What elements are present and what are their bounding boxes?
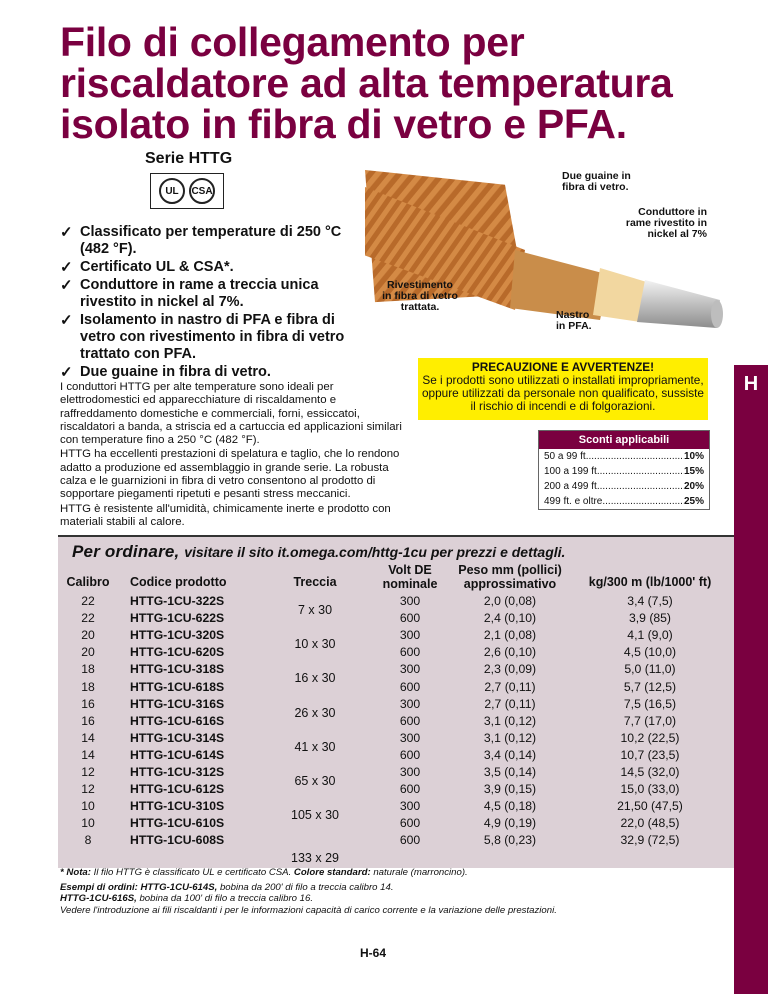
cell-code: HTTG-1CU-312S [130,765,225,779]
cell-size: 3,9 (0,15) [483,782,537,797]
ul-logo: UL [159,178,185,204]
cell-size: 2,1 (0,08) [483,628,537,643]
cell-weight: 5,7 (12,5) [623,679,677,694]
callout-conductor: Conduttore in rame rivestito in nickel al 7% [625,206,707,240]
table-row [58,680,734,697]
col-header-gauge: Calibro [66,575,110,589]
cell-weight: 7,5 (16,5) [623,696,677,711]
cell-weight: 3,4 (7,5) [627,594,673,608]
example-line: Esempi di ordini: HTTG-1CU-614S, bobina da 200' di filo a treccia calibro 14. [60,881,394,893]
check-icon: ✓ [60,224,73,241]
warning-box [418,358,708,420]
strand-value: 133 x 29 [291,851,339,865]
feature-item: ✓ Isolamento in nastro di PFA e fibra di vetro con rivestimento in fibra di vetro trattato con PFA. [60,312,345,362]
strand-value: 16 x 30 [294,671,336,686]
cell-gauge: 20 [81,628,95,643]
strand-value: 10 x 30 [294,637,336,652]
col-header-weight: kg/300 m (lb/1000' ft) [588,575,712,589]
page-number: H-64 [360,946,387,960]
callout-braid: Rivestimento in fibra di vetro trattata. [382,279,458,313]
notes [60,867,720,916]
strand-value: 65 x 30 [294,774,336,788]
table-row [58,714,734,731]
cell-code: HTTG-1CU-622S [130,611,225,626]
cell-size: 2,6 (0,10) [483,645,537,660]
cell-gauge: 14 [81,730,95,745]
cell-size: 2,7 (0,11) [484,696,536,711]
cell-code: HTTG-1CU-320S [130,628,225,643]
cell-size: 3,1 (0,12) [483,730,537,745]
col-header-size: Peso mm (pollici) approssimativo [458,563,562,591]
feature-list [60,224,360,382]
cell-code: HTTG-1CU-316S [130,696,225,711]
cell-code: HTTG-1CU-610S [130,816,225,831]
cell-volt: 600 [399,782,421,797]
cell-gauge: 12 [81,782,95,797]
cell-weight: 7,7 (17,0) [623,713,677,728]
table-row [58,765,734,782]
cell-gauge: 18 [81,679,95,694]
cell-weight: 4,1 (9,0) [627,628,673,643]
discount-row: 100 a 199 ft ..... 15% [539,464,709,479]
cell-code: HTTG-1CU-318S [130,662,225,677]
table-row [58,782,734,799]
table-row [58,799,734,816]
cell-volt: 600 [399,816,421,831]
check-icon: ✓ [60,277,73,294]
cell-weight: 4,5 (10,0) [623,645,677,660]
page-title: Filo di collegamento per riscaldatore ad alta temperatura isolato in fibra di vetro e PFA. [60,19,673,147]
cell-weight: 3,9 (85) [628,611,671,626]
cell-volt: 300 [399,696,421,711]
feature-item: ✓ Certificato UL & CSA*. [60,259,234,276]
order-heading: Per ordinare, visitare il sito it.omega.com/httg-1cu per prezzi e dettagli. [72,542,566,561]
cell-size: 2,7 (0,11) [484,679,536,694]
cell-volt: 600 [399,833,421,848]
cell-gauge: 8 [84,833,92,848]
cell-volt: 600 [399,645,421,660]
cell-gauge: 14 [81,747,95,762]
cell-volt: 300 [399,730,421,745]
strand-value: 41 x 30 [294,739,336,754]
table-row [58,611,734,628]
check-icon: ✓ [60,312,73,329]
cell-code: HTTG-1CU-612S [130,782,225,797]
certification-logos [150,173,224,209]
discount-row: 200 a 499 ft ..... 20% [539,479,709,494]
cell-weight: 5,0 (11,0) [624,662,676,677]
table-row [58,662,734,679]
cell-code: HTTG-1CU-616S [130,713,225,728]
cell-weight: 10,7 (23,5) [620,747,680,762]
table-row [58,594,734,611]
cell-volt: 600 [399,611,421,626]
cell-size: 3,5 (0,14) [483,765,537,779]
series-label: Serie HTTG [145,150,233,167]
cell-volt: 300 [399,662,421,677]
cell-code: HTTG-1CU-310S [130,799,225,814]
callout-tape: Nastro in PFA. [556,309,592,332]
cell-size: 3,1 (0,12) [483,713,537,728]
discount-row: 50 a 99 ft ..... 10% [539,449,709,464]
discount-title: Sconti applicabili [539,431,709,449]
description [60,381,405,530]
table-row [58,628,734,645]
table-row [58,697,734,714]
cell-size: 3,4 (0,14) [483,747,537,762]
note-line: * Nota: Il filo HTTG è classificato UL e certificato CSA. Colore standard: naturale (marroncino). [60,867,468,878]
cell-gauge: 16 [81,713,95,728]
cell-size: 2,0 (0,08) [483,594,537,608]
cell-gauge: 10 [81,816,95,831]
cell-weight: 32,9 (72,5) [620,833,680,848]
section-tab [734,365,768,994]
cell-gauge: 22 [81,611,95,626]
table-row [58,748,734,765]
cell-size: 2,4 (0,10) [483,611,537,626]
cell-weight: 10,2 (22,5) [620,730,680,745]
col-header-code: Codice prodotto [130,575,227,589]
callout-jackets: Due guaine in fibra di vetro. [562,170,631,193]
table-row [58,645,734,662]
cell-size: 4,5 (0,18) [483,799,537,814]
cell-size: 2,3 (0,09) [483,662,537,677]
cell-gauge: 18 [81,662,95,677]
strand-value: 7 x 30 [297,603,333,617]
cell-gauge: 16 [81,696,95,711]
table-row [58,833,734,850]
check-icon: ✓ [60,364,73,381]
cell-code: HTTG-1CU-314S [130,730,225,745]
cable-illustration [365,150,725,350]
cell-volt: 600 [399,747,421,762]
section-letter: H [743,373,759,395]
description-paragraph: I conduttori HTTG per alte temperature sono ideali per elettrodomestici ed apparecchiature di riscaldamento e raffreddamento domestiche e commerciali, forni, essiccatoi, riscaldatori a banda, a striscia ed a cartuccia ed applicazioni similari con temperature fino a 250 °C (482 °F). [60,381,402,447]
cell-weight: 14,5 (32,0) [620,765,680,779]
cell-volt: 300 [399,799,421,814]
strand-value: 105 x 30 [291,808,339,823]
col-header-volt: Volt DE nominale [382,563,438,591]
warning-text: Se i prodotti sono utilizzati o installati impropriamente, oppure utilizzati da personale non qualificato, sussiste il rischio di incendi e di folgorazioni. [422,373,704,413]
feature-item: ✓ Classificato per temperature di 250 °C (482 °F). [60,224,342,257]
feature-item: ✓ Conduttore in rame a treccia unica rivestito in nickel al 7%. [60,277,319,310]
strand-value: 26 x 30 [294,705,336,720]
cell-code: HTTG-1CU-322S [130,594,225,608]
cell-gauge: 22 [81,594,95,608]
cell-gauge: 12 [81,765,95,779]
cell-size: 5,8 (0,23) [483,833,537,848]
description-paragraph: HTTG ha eccellenti prestazioni di spelatura e taglio, che lo rendono adatto a produzione ed assemblaggio in grande serie. La robusta calza e le guarnizioni in fibra di vetro consentono al prodotto di sopportare piegamenti ripetuti e pesanti stress meccanici. [60,448,400,501]
cell-weight: 21,50 (47,5) [617,799,683,814]
table-row [58,731,734,748]
description-paragraph: HTTG è resistente all'umidità, chimicamente inerte e prodotto con materiali stabili al calore. [60,502,391,528]
cell-gauge: 20 [81,645,95,660]
cell-code: HTTG-1CU-608S [130,833,225,848]
warning-title: PRECAUZIONE E AVVERTENZE! [471,360,655,374]
cell-code: HTTG-1CU-614S [130,747,225,762]
cell-weight: 15,0 (33,0) [620,782,680,797]
cell-code: HTTG-1CU-620S [130,645,225,660]
col-header-strand: Treccia [293,575,337,589]
cell-weight: 22,0 (48,5) [620,816,680,831]
csa-logo: CSA [189,178,215,204]
feature-item: ✓ Due guaine in fibra di vetro. [60,364,271,381]
cell-gauge: 10 [81,799,95,814]
cell-size: 4,9 (0,19) [483,816,537,831]
cell-volt: 600 [399,679,421,694]
reference-line: Vedere l'introduzione ai fili riscaldanti i per le informazioni capacità di carico corrente e la variazione delle prestazioni. [60,904,557,916]
cell-volt: 300 [399,594,421,608]
table-row [58,816,734,833]
discount-row: 499 ft. e oltre ..... 25% [539,494,709,509]
cell-volt: 300 [399,628,421,643]
check-icon: ✓ [60,259,73,276]
cell-volt: 300 [399,765,421,779]
discount-table [538,430,710,510]
cell-code: HTTG-1CU-618S [130,679,225,694]
cell-volt: 600 [399,713,421,728]
example-line: HTTG-1CU-616S, bobina da 100' di filo a treccia calibro 16. [60,893,314,904]
